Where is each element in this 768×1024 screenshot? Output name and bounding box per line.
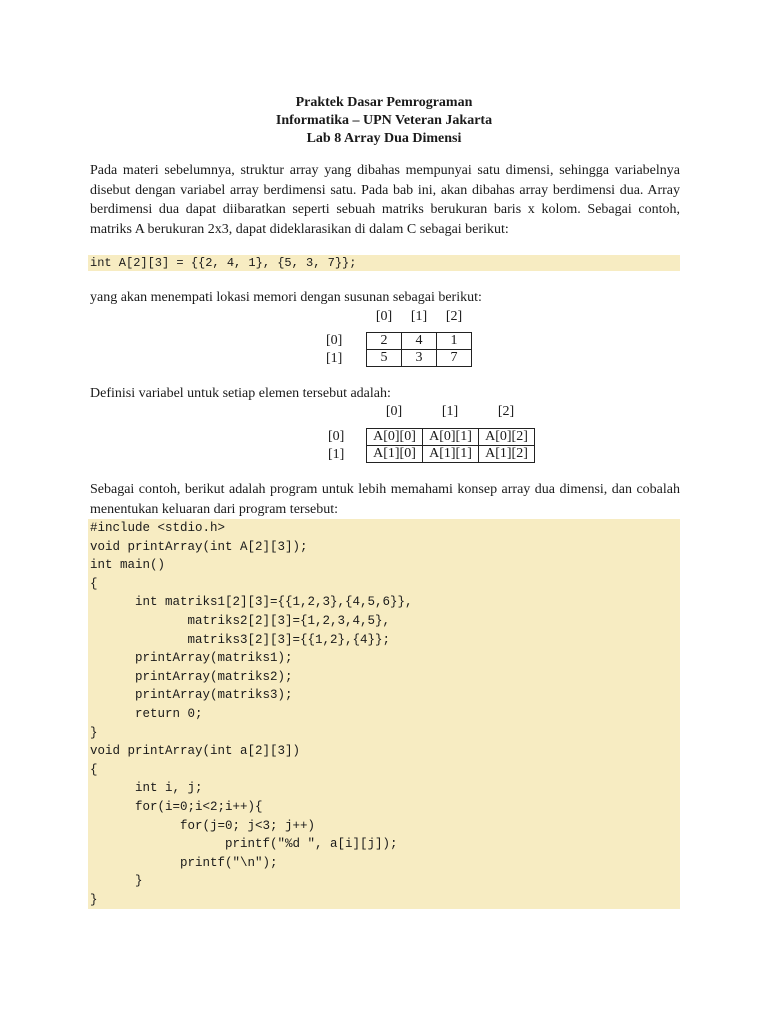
definition-table xyxy=(366,428,535,463)
memory-row-header: [0] xyxy=(326,333,343,348)
code-line: for(i=0;i<2;i++){ xyxy=(90,799,263,814)
code-line: printf("\n"); xyxy=(90,855,278,870)
memory-text: yang akan menempati lokasi memori dengan susunan sebagai berikut: xyxy=(90,290,482,305)
lab-title: Lab 8 Array Dua Dimensi xyxy=(306,131,462,146)
table-cell: 4 xyxy=(402,333,437,350)
table-cell: A[0][2] xyxy=(479,429,535,446)
definition-col-header: [2] xyxy=(497,404,515,419)
table-cell: A[0][0] xyxy=(367,429,423,446)
document-title xyxy=(0,94,768,148)
code-line: printArray(matriks1); xyxy=(90,651,293,666)
table-row xyxy=(367,350,472,367)
memory-row-header: [1] xyxy=(326,351,343,366)
table-row xyxy=(367,333,472,350)
table-cell: 5 xyxy=(367,350,402,367)
code-line: void printArray(int a[2][3]) xyxy=(90,744,301,759)
code-line: } xyxy=(90,874,143,889)
table-cell: A[1][2] xyxy=(479,446,535,463)
table-row xyxy=(367,429,535,446)
definition-text: Definisi variabel untuk setiap elemen tersebut adalah: xyxy=(90,386,391,401)
table-cell: A[0][1] xyxy=(423,429,479,446)
table-cell: 2 xyxy=(367,333,402,350)
code-line: { xyxy=(90,576,98,591)
code-line: printArray(matriks2); xyxy=(90,669,293,684)
example-paragraph: Sebagai contoh, berikut adalah program untuk lebih memahami konsep array dua dimensi, dan cobalah menentukan keluaran dari program tersebut: xyxy=(90,482,680,517)
code-line: for(j=0; j<3; j++) xyxy=(90,818,316,833)
declaration-code: int A[2][3] = {{2, 4, 1}, {5, 3, 7}}; xyxy=(88,255,680,271)
definition-row-header: [1] xyxy=(328,447,345,462)
code-line: } xyxy=(90,725,98,740)
memory-col-header: [1] xyxy=(410,309,428,324)
code-line: int i, j; xyxy=(90,781,203,796)
course-title: Praktek Dasar Pemrograman xyxy=(295,95,473,110)
code-line: printArray(matriks3); xyxy=(90,688,293,703)
definition-col-header: [1] xyxy=(441,404,459,419)
table-cell: 3 xyxy=(402,350,437,367)
code-line: matriks2[2][3]={1,2,3,4,5}, xyxy=(90,613,391,628)
definition-col-header: [0] xyxy=(385,404,403,419)
code-line: int matriks1[2][3]={{1,2,3},{4,5,6}}, xyxy=(90,595,413,610)
department-title: Informatika – UPN Veteran Jakarta xyxy=(275,113,493,128)
code-line: { xyxy=(90,762,98,777)
code-line: } xyxy=(90,892,98,907)
intro-paragraph: Pada materi sebelumnya, struktur array yang dibahas mempunyai satu dimensi, sehingga variabelnya disebut dengan variabel array berdimensi satu. Pada bab ini, akan dibahas array berdimensi dua. Array berdimensi dua dapat diibaratkan seperti sebuah matriks berukuran baris x kolom. Sebagai contoh, matriks A berukuran 2x3, dapat dideklarasikan di dalam C sebagai berikut: xyxy=(90,163,680,237)
table-cell: A[1][0] xyxy=(367,446,423,463)
memory-col-header: [2] xyxy=(445,309,463,324)
table-cell: A[1][1] xyxy=(423,446,479,463)
memory-col-header: [0] xyxy=(375,309,393,324)
code-line: return 0; xyxy=(90,706,203,721)
code-line: printf("%d ", a[i][j]); xyxy=(90,837,398,852)
code-line: void printArray(int A[2][3]); xyxy=(90,539,308,554)
definition-row-header: [0] xyxy=(328,429,345,444)
memory-table xyxy=(366,332,472,367)
code-line: #include <stdio.h> xyxy=(90,521,226,535)
table-row xyxy=(367,446,535,463)
table-cell: 1 xyxy=(437,333,472,350)
program-code-block xyxy=(88,519,680,909)
table-cell: 7 xyxy=(437,350,472,367)
code-line: matriks3[2][3]={{1,2},{4}}; xyxy=(90,632,391,647)
code-line: int main() xyxy=(90,558,166,573)
